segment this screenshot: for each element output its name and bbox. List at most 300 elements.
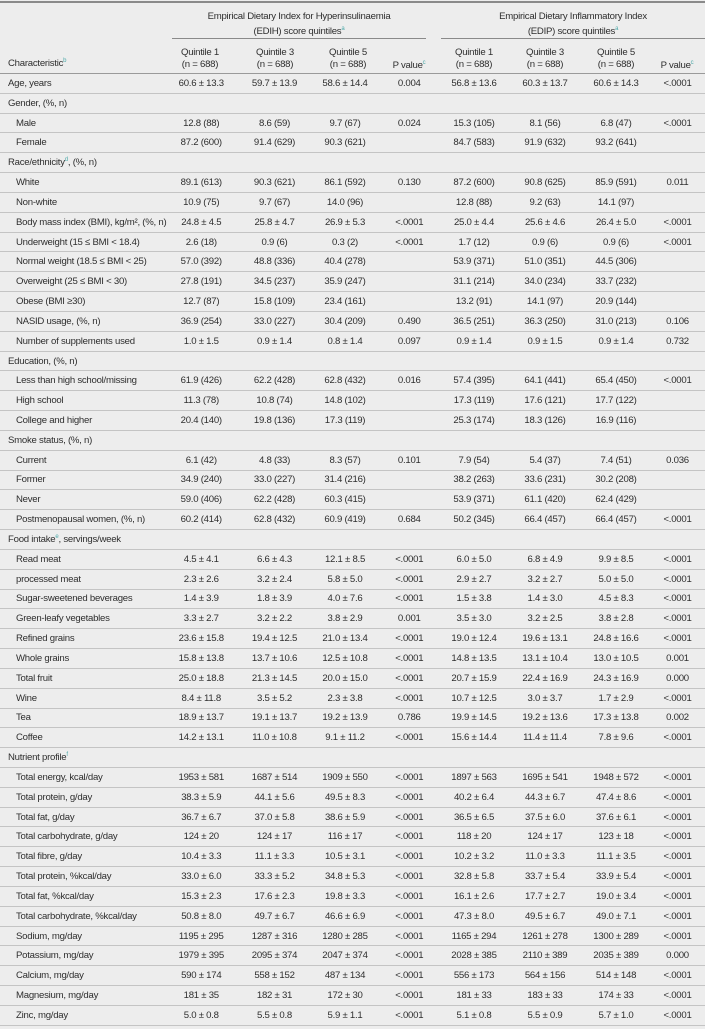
value-cell: 89.1 (613): [180, 177, 222, 189]
value-cell: 1687 ± 514: [251, 771, 298, 783]
value-cell: 62.8 (432): [253, 514, 296, 526]
value-cell: 172 ± 30: [327, 990, 363, 1001]
value-cell: 3.2 ± 2.7: [527, 573, 563, 585]
value-cell: 59.0 (406): [180, 494, 222, 506]
value-cell: 118 ± 20: [456, 831, 492, 843]
p-value-cell: 0.786: [397, 712, 421, 724]
value-cell: 6.1 (42): [185, 454, 217, 466]
value-cell: 33.9 ± 5.4: [595, 871, 637, 883]
value-cell: 36.9 (254): [180, 315, 222, 327]
row-label-text: Current: [16, 454, 47, 466]
value-cell: 38.6 ± 5.9: [324, 811, 366, 823]
row-label: [0, 613, 165, 624]
p-value-cell: <.0001: [663, 890, 692, 902]
value-cell: 1953 ± 581: [178, 771, 224, 783]
p-value-cell: <.0001: [395, 990, 424, 1001]
row-label: [0, 98, 165, 109]
value-cell: 1.5 ± 3.8: [456, 593, 492, 605]
value-cell: 14.8 ± 13.5: [451, 652, 497, 664]
p-value-cell: <.0001: [395, 831, 424, 843]
value-cell: 590 ± 174: [181, 970, 222, 982]
value-cell: 85.9 (591): [595, 177, 637, 189]
value-cell: 14.8 (102): [324, 395, 366, 407]
value-cell: 19.2 ± 13.9: [322, 712, 368, 724]
row-label: [0, 732, 165, 743]
value-cell: 1287 ± 316: [251, 930, 298, 942]
value-cell: 17.7 (122): [595, 395, 637, 407]
value-cell: 44.5 (306): [595, 256, 637, 268]
row-label-text: Number of supplements used: [16, 335, 135, 347]
table-row: [0, 133, 705, 153]
value-cell: 1.7 ± 2.9: [598, 692, 634, 704]
row-label: [0, 554, 165, 565]
value-cell: 20.4 (140): [180, 414, 222, 426]
row-label: [0, 177, 165, 188]
value-cell: 3.0 ± 3.7: [527, 692, 563, 704]
row-label-text: Total energy, kcal/day: [16, 771, 103, 783]
row-label-text: Normal weight (18.5 ≤ BMI < 25): [16, 256, 147, 268]
value-cell: 7.9 (54): [458, 454, 490, 466]
row-label-text: White: [16, 177, 40, 189]
value-cell: 181 ± 33: [456, 990, 492, 1001]
value-cell: 1897 ± 563: [451, 771, 497, 783]
row-label-text: Green-leafy vegetables: [16, 613, 110, 625]
value-cell: 174 ± 33: [598, 990, 634, 1001]
value-cell: 10.5 ± 3.1: [324, 851, 366, 863]
row-label-text: Gender, (%, n): [8, 97, 67, 109]
value-cell: 6.8 ± 4.9: [527, 553, 563, 565]
p-value-cell: <.0001: [663, 117, 692, 129]
edih-group-rule: [172, 38, 426, 39]
value-cell: 182 ± 31: [256, 990, 293, 1001]
value-cell: 1165 ± 294: [451, 930, 497, 942]
value-cell: 47.4 ± 8.6: [595, 791, 637, 803]
row-label-text: Underweight (15 ≤ BMI < 18.4): [16, 236, 140, 248]
p-value-cell: <.0001: [395, 593, 424, 605]
p-value-cell: <.0001: [663, 633, 692, 645]
value-cell: 62.2 (428): [253, 375, 296, 387]
row-label: [0, 296, 165, 307]
value-cell: 84.7 (583): [453, 137, 495, 149]
row-label-text: Body mass index (BMI), kg/m², (%, n): [16, 216, 167, 228]
value-cell: 33.0 (227): [253, 315, 296, 327]
value-cell: 38.2 (263): [453, 474, 495, 486]
row-label-text: Nutrient profile: [8, 752, 67, 764]
table-row: [0, 371, 705, 391]
row-label-text: NASID usage, (%, n): [16, 315, 101, 327]
p-value-cell: <.0001: [663, 851, 692, 863]
value-cell: 3.5 ± 3.0: [456, 613, 492, 625]
row-label-text: Former: [16, 474, 46, 486]
value-cell: 90.3 (621): [324, 137, 366, 149]
value-cell: 0.8 ± 1.4: [327, 335, 363, 347]
row-label: [0, 356, 165, 367]
row-label-text: Wine: [16, 692, 37, 704]
p-value-cell: 0.016: [397, 375, 421, 387]
value-cell: 4.8 (33): [258, 454, 291, 466]
value-cell: 5.4 (37): [529, 454, 561, 466]
table-row: [0, 946, 705, 966]
value-cell: 8.1 (56): [529, 117, 561, 129]
value-cell: 56.8 ± 13.6: [451, 77, 497, 89]
edip-group-header: [441, 11, 705, 38]
row-label: [0, 990, 165, 1001]
value-cell: 19.0 ± 3.4: [595, 890, 637, 902]
value-cell: 487 ± 134: [324, 970, 366, 982]
value-cell: 14.1 (97): [597, 196, 635, 208]
row-label: [0, 574, 165, 585]
value-cell: 0.9 ± 1.4: [256, 335, 293, 347]
characteristic-header: [8, 58, 66, 69]
row-label: [0, 276, 165, 287]
row-label: [0, 871, 165, 882]
row-label: [0, 217, 165, 228]
value-cell: 87.2 (600): [180, 137, 222, 149]
value-cell: 12.8 (88): [455, 196, 493, 208]
footnote-mark: d: [64, 157, 68, 164]
value-cell: 15.3 ± 2.3: [181, 890, 222, 902]
value-cell: 25.0 ± 18.8: [178, 672, 224, 684]
value-cell: 32.8 ± 5.8: [453, 871, 495, 883]
row-label-text: Total carbohydrate, %kcal/day: [16, 910, 137, 922]
value-cell: 0.9 ± 1.4: [456, 335, 492, 347]
table-section-row: [0, 352, 705, 372]
p-value-cell: 0.036: [666, 454, 689, 466]
value-cell: 66.4 (457): [524, 514, 566, 526]
row-label: [0, 673, 165, 684]
value-cell: 124 ± 20: [183, 831, 219, 843]
row-label: [0, 494, 165, 505]
column-header-label: Quintile 1: [180, 47, 220, 58]
value-cell: 36.5 ± 6.5: [453, 811, 495, 823]
value-cell: 37.5 ± 6.0: [524, 811, 566, 823]
value-cell: 12.8 (88): [183, 117, 220, 129]
row-label-text: Obese (BMI ≥30): [16, 296, 86, 308]
footnote-mark: a: [615, 26, 619, 32]
p-value-cell: <.0001: [395, 652, 424, 664]
value-cell: 33.7 ± 5.4: [524, 871, 566, 883]
value-cell: 47.3 ± 8.0: [453, 910, 495, 922]
column-header-label: Quintile 5: [596, 47, 636, 58]
value-cell: 27.8 (191): [180, 276, 222, 288]
row-label-text: Education, (%, n): [8, 355, 78, 367]
table-row: [0, 966, 705, 986]
p-value-cell: <.0001: [663, 811, 692, 823]
p-value-cell: <.0001: [663, 375, 692, 387]
value-cell: 9.9 ± 8.5: [598, 553, 634, 565]
value-cell: 86.1 (592): [324, 177, 366, 189]
p-value-cell: 0.024: [397, 117, 421, 129]
value-cell: 53.9 (371): [453, 256, 495, 268]
value-cell: 23.6 ± 15.8: [178, 633, 224, 645]
value-cell: 50.2 (345): [453, 514, 495, 526]
table-row: [0, 609, 705, 629]
p-value-cell: <.0001: [663, 593, 692, 605]
p-value-cell: <.0001: [395, 930, 424, 942]
p-value-cell: <.0001: [395, 871, 424, 883]
value-cell: 25.8 ± 4.7: [254, 216, 295, 228]
value-cell: 9.7 (67): [258, 196, 291, 208]
value-cell: 124 ± 17: [527, 831, 563, 843]
row-label-text: Female: [16, 137, 47, 149]
p-value-cell: <.0001: [395, 573, 424, 585]
table-row: [0, 649, 705, 669]
column-header-label: Quintile 3: [255, 47, 295, 58]
table-row: [0, 808, 705, 828]
value-cell: 36.7 ± 6.7: [181, 811, 222, 823]
p-value-cell: <.0001: [395, 633, 424, 645]
value-cell: 9.7 (67): [329, 117, 361, 129]
value-cell: 93.2 (641): [595, 137, 637, 149]
value-cell: 4.5 ± 4.1: [183, 553, 219, 565]
p-value-cell: <.0001: [663, 613, 692, 625]
p-value-cell: <.0001: [395, 950, 424, 962]
value-cell: 4.5 ± 8.3: [598, 593, 634, 605]
row-label: [0, 633, 165, 644]
value-cell: 11.0 ± 10.8: [252, 732, 297, 744]
value-cell: 19.6 ± 13.1: [522, 633, 568, 645]
value-cell: 16.9 (116): [595, 414, 637, 426]
row-label-text: Tea: [16, 712, 31, 724]
value-cell: 19.0 ± 12.4: [451, 633, 497, 645]
table-row: [0, 827, 705, 847]
p-value-cell: <.0001: [663, 1009, 692, 1021]
table-section-row: [0, 153, 705, 173]
value-cell: 4.0 ± 7.6: [327, 593, 363, 605]
row-label: [0, 256, 165, 267]
value-cell: 19.1 ± 13.7: [251, 712, 298, 724]
value-cell: 0.9 (6): [532, 236, 558, 248]
edip-group-title-line1: Empirical Dietary Inflammatory Index: [499, 11, 647, 22]
row-label-text: processed meat: [16, 573, 81, 585]
value-cell: 12.7 (87): [183, 296, 220, 308]
value-cell: 61.9 (426): [180, 375, 222, 387]
row-label-text: Male: [16, 117, 36, 129]
column-header-n: (n = 688): [526, 58, 564, 70]
value-cell: 48.8 (336): [253, 256, 296, 268]
p-value-cell: 0.001: [666, 652, 689, 664]
p-value-cell: 0.732: [666, 335, 689, 347]
row-label: [0, 712, 165, 723]
table-row: [0, 867, 705, 887]
table-row: [0, 590, 705, 610]
value-cell: 2.3 ± 2.6: [183, 573, 219, 585]
value-cell: 11.3 (78): [183, 395, 219, 407]
value-cell: 17.7 ± 2.7: [524, 890, 566, 902]
row-label-text: Total fat, %kcal/day: [16, 890, 94, 902]
row-label-text: Whole grains: [16, 652, 69, 664]
value-cell: 44.3 ± 6.7: [524, 791, 566, 803]
row-label-suffix: , servings/week: [58, 534, 121, 546]
value-cell: 13.0 ± 10.5: [593, 652, 639, 664]
value-cell: 3.5 ± 5.2: [256, 692, 293, 704]
table-row: [0, 233, 705, 253]
p-value-cell: <.0001: [395, 851, 424, 863]
row-label: [0, 1010, 165, 1021]
value-cell: 14.2 ± 13.1: [178, 732, 224, 744]
p-value-cell: <.0001: [395, 1009, 424, 1021]
value-cell: 19.8 ± 3.3: [324, 890, 366, 902]
value-cell: 1909 ± 550: [322, 771, 368, 783]
value-cell: 36.3 (250): [524, 315, 566, 327]
value-cell: 17.6 ± 2.3: [254, 890, 295, 902]
row-label: [0, 752, 165, 763]
value-cell: 11.0 ± 3.3: [525, 851, 565, 863]
p-value-cell: <.0001: [395, 692, 424, 704]
value-cell: 87.2 (600): [453, 177, 495, 189]
value-cell: 514 ± 148: [595, 970, 637, 982]
value-cell: 16.1 ± 2.6: [453, 890, 495, 902]
value-cell: 5.7 ± 1.0: [598, 1009, 634, 1021]
table-row: [0, 510, 705, 530]
value-cell: 8.4 ± 11.8: [181, 692, 221, 704]
p-value-cell: <.0001: [663, 990, 692, 1001]
value-cell: 50.8 ± 8.0: [181, 910, 222, 922]
row-label: [0, 514, 165, 525]
value-cell: 15.6 ± 14.4: [451, 732, 497, 744]
value-cell: 9.2 (63): [529, 196, 561, 208]
value-cell: 51.0 (351): [524, 256, 566, 268]
value-cell: 15.8 (109): [253, 296, 296, 308]
value-cell: 12.1 ± 8.5: [324, 553, 366, 565]
value-cell: 49.0 ± 7.1: [595, 910, 637, 922]
p-value-cell: <.0001: [395, 970, 424, 982]
value-cell: 10.4 ± 3.3: [181, 851, 222, 863]
row-label-text: Calcium, mg/day: [16, 970, 84, 982]
value-cell: 123 ± 18: [598, 831, 634, 843]
p-value-cell: <.0001: [663, 831, 692, 843]
value-cell: 17.3 (119): [324, 414, 366, 426]
value-cell: 60.3 ± 13.7: [522, 77, 568, 89]
value-cell: 30.2 (208): [595, 474, 637, 486]
column-header-label: Quintile 5: [328, 47, 368, 58]
row-label-text: Race/ethnicity: [8, 157, 65, 169]
value-cell: 1948 ± 572: [593, 771, 639, 783]
column-header-label: Quintile 1: [454, 47, 494, 58]
value-cell: 33.0 (227): [253, 474, 296, 486]
edip-group-title-line2: (EDIP) score quintiles: [527, 26, 616, 38]
table-row: [0, 272, 705, 292]
value-cell: 6.0 ± 5.0: [456, 553, 492, 565]
row-label-text: Less than high school/missing: [16, 375, 137, 387]
value-cell: 49.7 ± 6.7: [254, 910, 295, 922]
value-cell: 62.8 (432): [324, 375, 366, 387]
value-cell: 25.3 (174): [453, 414, 495, 426]
value-cell: 46.6 ± 6.9: [324, 910, 366, 922]
table-row: [0, 629, 705, 649]
row-label: [0, 792, 165, 803]
p-value-cell: 0.001: [397, 613, 421, 625]
table-row: [0, 847, 705, 867]
value-cell: 60.3 (415): [324, 494, 366, 506]
value-cell: 8.6 (59): [258, 117, 291, 129]
table-row: [0, 173, 705, 193]
table-section-row: [0, 530, 705, 550]
value-cell: 57.4 (395): [453, 375, 495, 387]
p-value-cell: 0.000: [666, 950, 689, 962]
value-cell: 14.1 (97): [526, 296, 564, 308]
table-section-row: [0, 74, 705, 94]
p-value-cell: <.0001: [663, 732, 692, 744]
value-cell: 1.7 (12): [458, 236, 490, 248]
value-cell: 3.2 ± 2.5: [527, 613, 563, 625]
p-value-cell: <.0001: [395, 791, 424, 803]
row-label: [0, 812, 165, 823]
value-cell: 13.7 ± 10.6: [251, 652, 298, 664]
row-label-text: Read meat: [16, 553, 61, 565]
value-cell: 17.6 (121): [524, 395, 566, 407]
value-cell: 5.1 ± 0.8: [456, 1009, 492, 1021]
value-cell: 40.2 ± 6.4: [453, 791, 495, 803]
value-cell: 58.6 ± 14.4: [322, 77, 368, 89]
value-cell: 33.6 (231): [524, 474, 566, 486]
value-cell: 64.1 (441): [524, 375, 566, 387]
row-label: [0, 395, 165, 406]
value-cell: 34.0 (234): [524, 276, 566, 288]
row-label-text: Magnesium, mg/day: [16, 990, 99, 1001]
table-body: [0, 74, 705, 1026]
column-header-quintile: [510, 47, 580, 70]
p-value-cell: 0.004: [397, 77, 421, 89]
row-label: [0, 455, 165, 466]
p-value-cell: <.0001: [663, 871, 692, 883]
p-value-cell: <.0001: [663, 771, 692, 783]
value-cell: 59.7 ± 13.9: [251, 77, 298, 89]
value-cell: 91.9 (632): [524, 137, 566, 149]
value-cell: 25.6 ± 4.6: [524, 216, 566, 228]
p-value-cell: <.0001: [663, 910, 692, 922]
column-header-quintile: [439, 47, 509, 70]
value-cell: 26.4 ± 5.0: [595, 216, 637, 228]
value-cell: 31.1 (214): [453, 276, 495, 288]
column-header-n: (n = 688): [329, 58, 367, 70]
row-label-suffix: , (%, n): [67, 157, 97, 169]
edih-group-header: [172, 11, 426, 38]
value-cell: 19.4 ± 12.5: [251, 633, 298, 645]
value-cell: 1.0 ± 1.5: [183, 335, 219, 347]
row-label: [0, 78, 165, 89]
row-label-text: Smoke status, (%, n): [8, 434, 93, 446]
table-row: [0, 550, 705, 570]
value-cell: 5.5 ± 0.9: [527, 1009, 563, 1021]
p-value-cell: <.0001: [395, 910, 424, 922]
row-label-text: Age, years: [8, 77, 52, 89]
value-cell: 20.7 ± 15.9: [451, 672, 497, 684]
value-cell: 60.6 ± 13.3: [178, 77, 224, 89]
value-cell: 21.3 ± 14.5: [251, 672, 298, 684]
value-cell: 5.0 ± 5.0: [598, 573, 634, 585]
value-cell: 37.0 ± 5.8: [254, 811, 295, 823]
value-cell: 1261 ± 278: [522, 930, 568, 942]
row-label-text: Total protein, %kcal/day: [16, 871, 112, 883]
value-cell: 1.4 ± 3.0: [527, 593, 563, 605]
value-cell: 6.8 (47): [600, 117, 632, 129]
row-label: [0, 316, 165, 327]
value-cell: 8.3 (57): [329, 454, 361, 466]
value-cell: 183 ± 33: [527, 990, 563, 1001]
value-cell: 2047 ± 374: [322, 950, 368, 962]
footnote-mark: b: [63, 58, 67, 64]
value-cell: 33.3 ± 5.2: [254, 871, 295, 883]
value-cell: 1.8 ± 3.9: [256, 593, 293, 605]
p-value-cell: <.0001: [663, 692, 692, 704]
table-section-row: [0, 748, 705, 768]
value-cell: 558 ± 152: [254, 970, 295, 982]
value-cell: 62.4 (429): [595, 494, 637, 506]
value-cell: 5.8 ± 5.0: [327, 573, 363, 585]
row-label: [0, 831, 165, 842]
column-header-p-value: [374, 58, 444, 72]
